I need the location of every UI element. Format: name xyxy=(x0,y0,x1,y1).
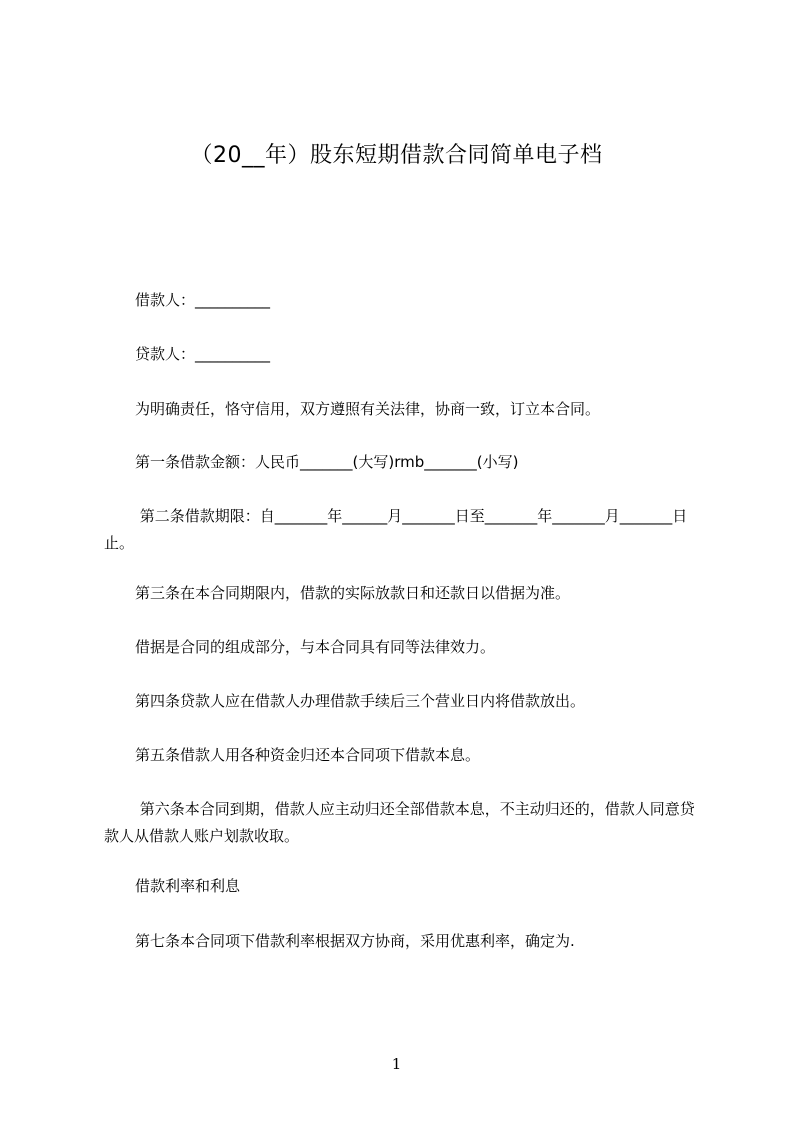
article-1-paragraph: 第一条借款金额：人民币_______(大写)rmb_______(小写) xyxy=(135,453,519,471)
document-title: （20__年）股东短期借款合同简单电子档 xyxy=(190,143,603,168)
article-4-paragraph: 第四条贷款人应在借款人办理借款手续后三个营业日内将借款放出。 xyxy=(135,692,586,710)
article-7-paragraph: 第七条本合同项下借款利率根据双方协商，采用优惠利率，确定为. xyxy=(135,932,575,950)
borrower-line: 借款人：__________ xyxy=(135,291,271,309)
article-3-paragraph: 第三条在本合同期限内，借款的实际放款日和还款日以借据为准。 xyxy=(135,584,571,602)
article-6-paragraph: 第六条本合同到期，借款人应主动归还全部借款本息，不主动归还的，借款人同意贷款人从借款人账户划款收取。 xyxy=(104,800,695,845)
article-5-paragraph: 第五条借款人用各种资金归还本合同项下借款本息。 xyxy=(135,746,481,764)
receipt-note-paragraph: 借据是合同的组成部分，与本合同具有同等法律效力。 xyxy=(135,638,496,656)
page-number: 1 xyxy=(391,1055,402,1073)
interest-heading: 借款利率和利息 xyxy=(135,877,241,895)
preamble-paragraph: 为明确责任，恪守信用，双方遵照有关法律，协商一致，订立本合同。 xyxy=(135,400,601,418)
article-2-paragraph: 第二条借款期限：自_______年______月_______日至_______年_______月_______日止。 xyxy=(104,507,688,552)
lender-line: 贷款人：__________ xyxy=(135,345,271,363)
